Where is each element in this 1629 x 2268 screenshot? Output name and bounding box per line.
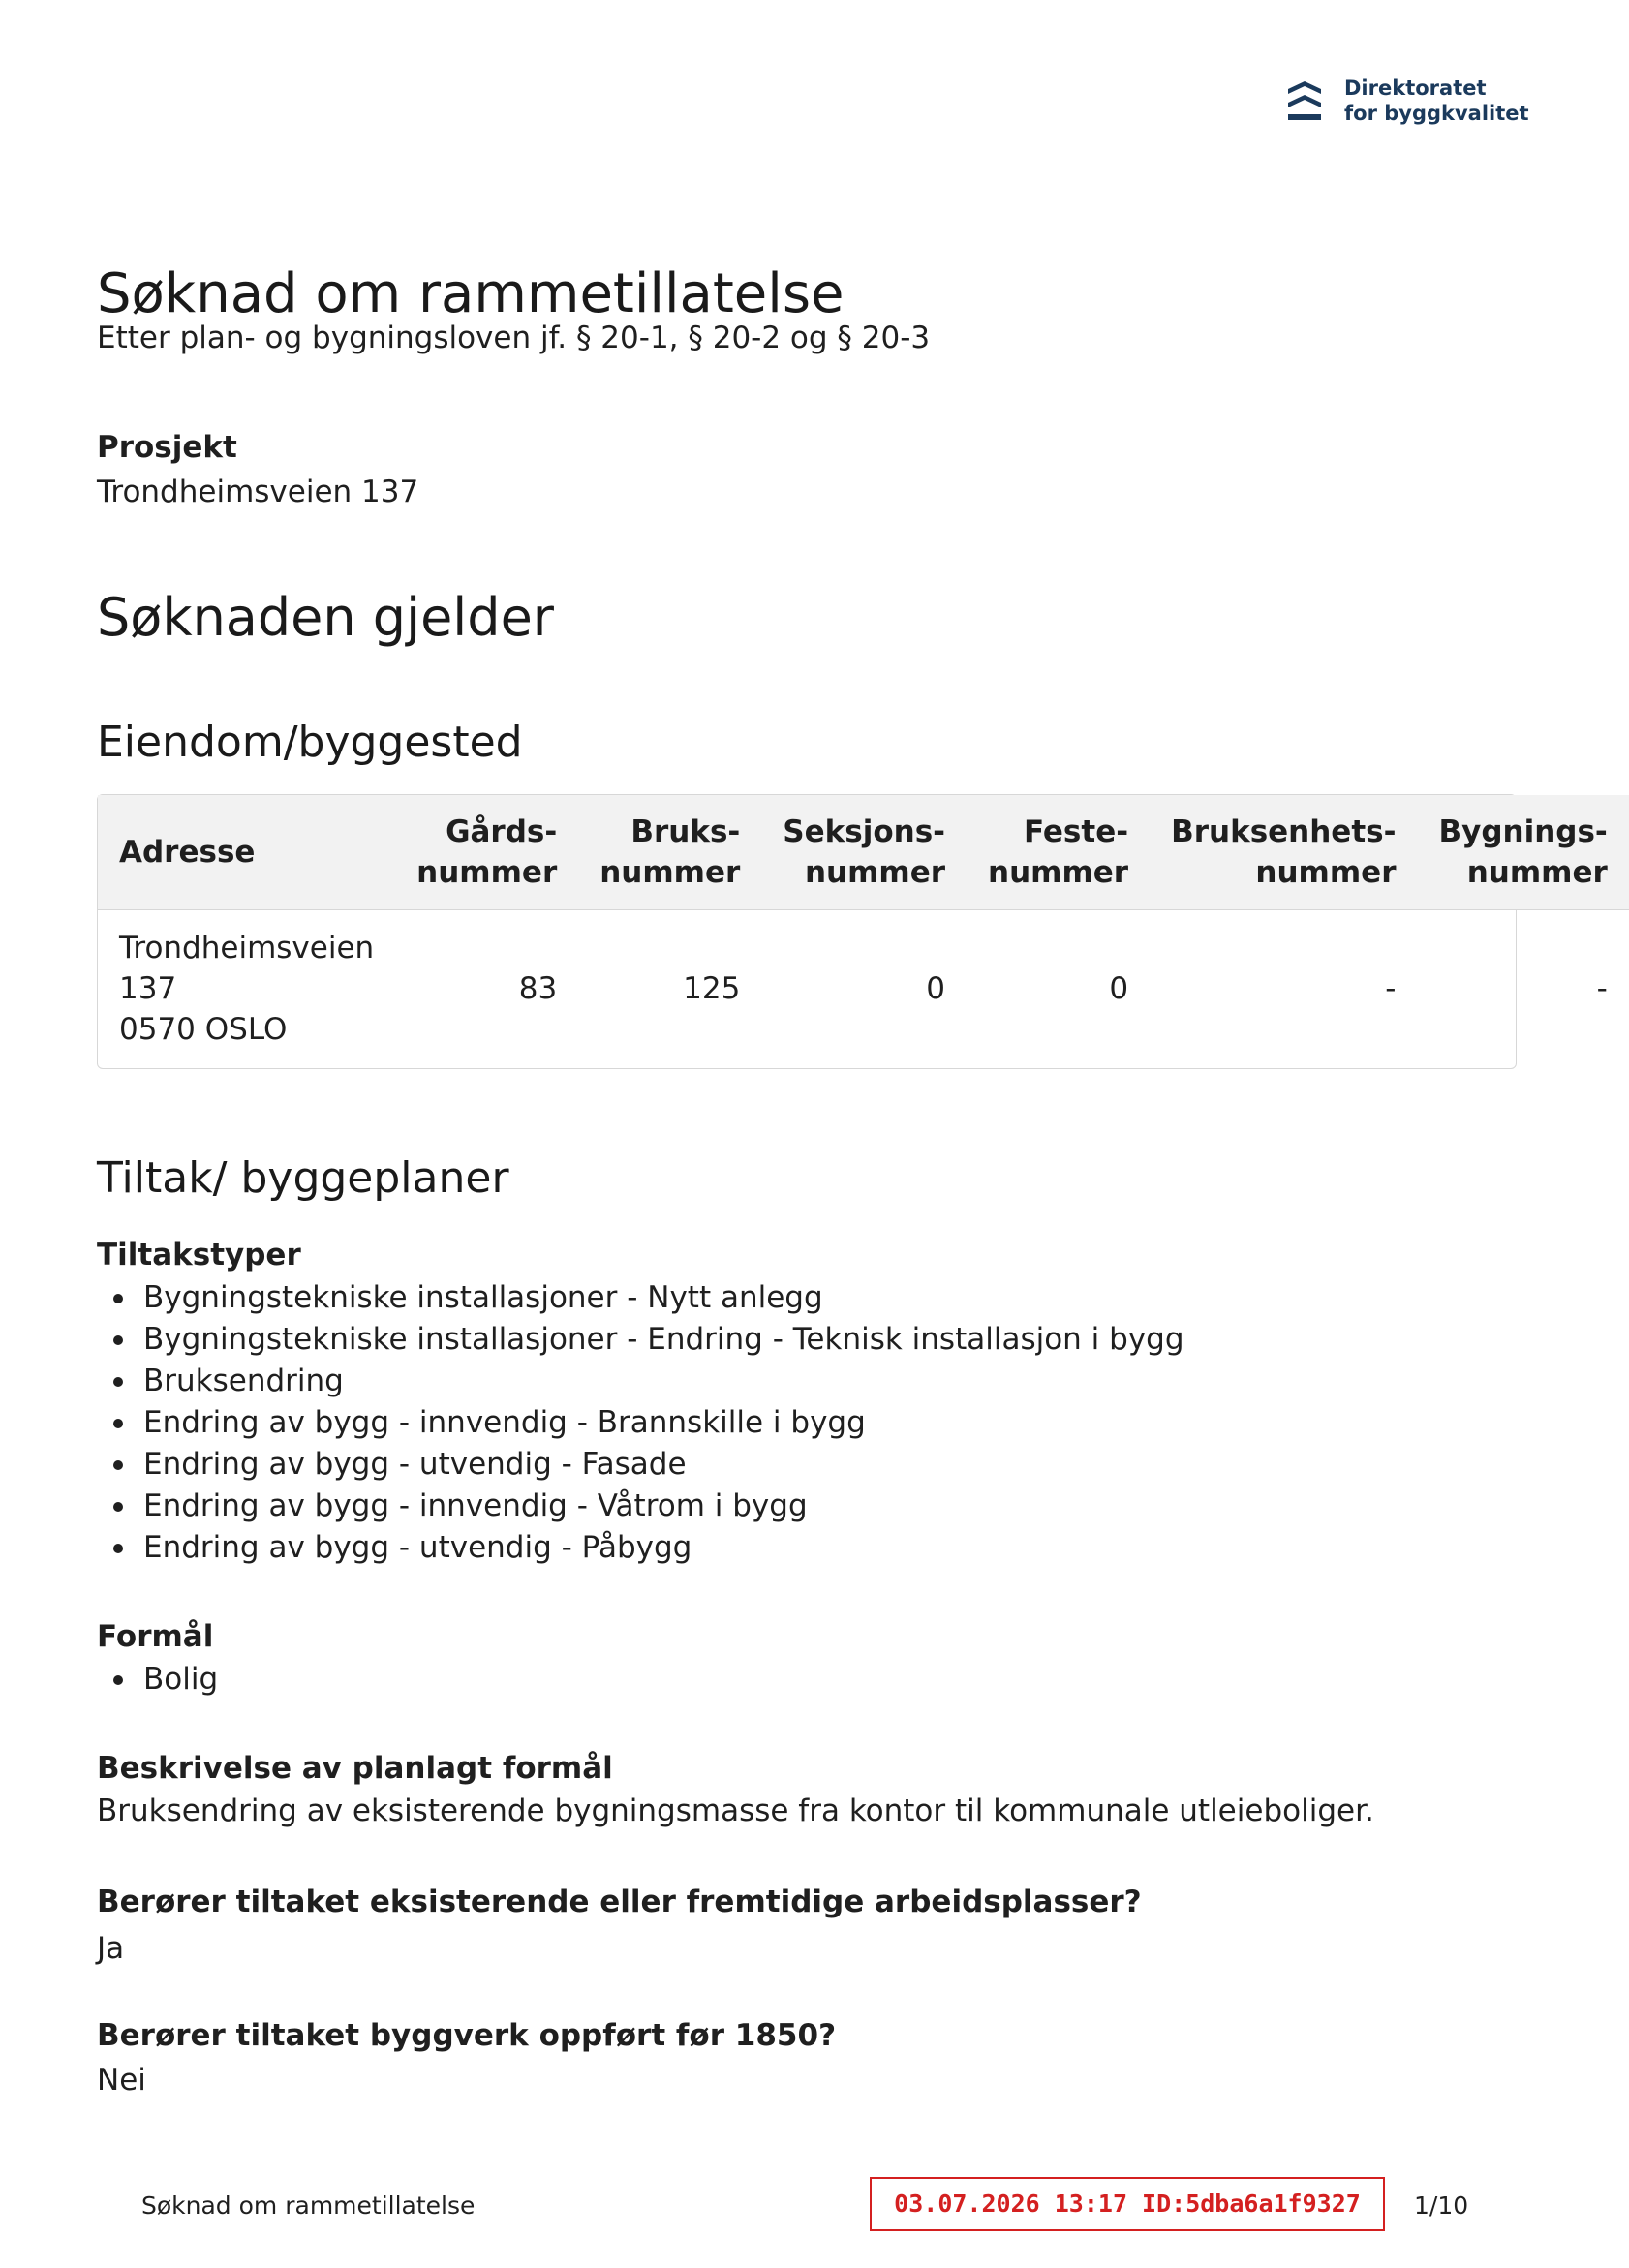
document-subtitle: Etter plan- og bygningsloven jf. § 20-1, § 20-2 og § 20-3 (97, 321, 931, 355)
description-value: Bruksendring av eksisterende bygningsmasse fra kontor til kommunale utleieboliger. (97, 1793, 1374, 1828)
cell-adresse: Trondheimsveien 137 0570 OSLO (119, 931, 375, 1048)
dibk-logo-icon (1286, 77, 1323, 124)
pre1850-label: Berører tiltaket byggverk oppført før 1850? (97, 2018, 837, 2053)
column-header-bygningsnummer: Bygnings- nummer (1438, 813, 1608, 890)
cell-festenummer: 0 (1109, 971, 1129, 1007)
dibk-logo-text (1344, 76, 1529, 126)
list-item: Bygningstekniske installasjoner - Nytt anlegg (143, 1277, 1184, 1319)
list-item: Bruksendring (143, 1361, 1184, 1402)
description-label: Beskrivelse av planlagt formål (97, 1751, 613, 1786)
list-item: Endring av bygg - innvendig - Våtrom i bygg (143, 1486, 1184, 1527)
list-item: Endring av bygg - innvendig - Brannskille i bygg (143, 1402, 1184, 1444)
tiltakstyper-list (97, 1277, 1184, 1569)
workplaces-label: Berører tiltaket eksisterende eller fremtidige arbeidsplasser? (97, 1885, 1142, 1919)
column-header-bruksnummer: Bruks- nummer (599, 813, 741, 890)
tiltakstyper-label: Tiltakstyper (97, 1238, 301, 1272)
footer-page-number: 1/10 (1414, 2191, 1469, 2220)
list-item: Bolig (143, 1659, 218, 1701)
project-value: Trondheimsveien 137 (97, 475, 419, 509)
project-label: Prosjekt (97, 430, 237, 465)
pre1850-value: Nei (97, 2063, 146, 2098)
table-row (98, 909, 1629, 1068)
logo-line-2: for byggkvalitet (1344, 102, 1529, 125)
cell-gardsnummer: 83 (518, 971, 558, 1007)
dibk-logo (1286, 76, 1529, 126)
column-header-festenummer: Feste- nummer (988, 813, 1129, 890)
list-item: Endring av bygg - utvendig - Fasade (143, 1444, 1184, 1486)
column-header-seksjonsnummer: Seksjons- nummer (783, 813, 946, 890)
table-header-row (98, 795, 1629, 909)
formal-label: Formål (97, 1619, 214, 1654)
logo-line-1: Direktoratet (1344, 77, 1487, 100)
footer-document-name: Søknad om rammetillatelse (141, 2191, 476, 2220)
column-header-bruksenhetsnummer: Bruksenhets- nummer (1171, 813, 1397, 890)
cell-bygningsnummer: - (1596, 971, 1608, 1007)
section-heading: Søknaden gjelder (97, 587, 554, 648)
document-title: Søknad om rammetillatelse (97, 262, 845, 325)
cell-bruksenhetsnummer: - (1385, 971, 1397, 1007)
column-header-adresse: Adresse (119, 834, 256, 870)
cell-seksjonsnummer: 0 (926, 971, 946, 1007)
footer-timestamp-stamp: 03.07.2026 13:17 ID:5dba6a1f9327 (870, 2177, 1385, 2231)
formal-list (97, 1659, 218, 1701)
property-heading: Eiendom/byggested (97, 718, 523, 767)
list-item: Endring av bygg - utvendig - Påbygg (143, 1527, 1184, 1569)
list-item: Bygningstekniske installasjoner - Endring - Teknisk installasjon i bygg (143, 1319, 1184, 1361)
property-table (97, 794, 1608, 1069)
workplaces-value: Ja (97, 1931, 125, 1966)
tiltak-heading: Tiltak/ byggeplaner (97, 1153, 509, 1203)
column-header-gardsnummer: Gårds- nummer (416, 813, 558, 890)
cell-bruksnummer: 125 (683, 971, 741, 1007)
